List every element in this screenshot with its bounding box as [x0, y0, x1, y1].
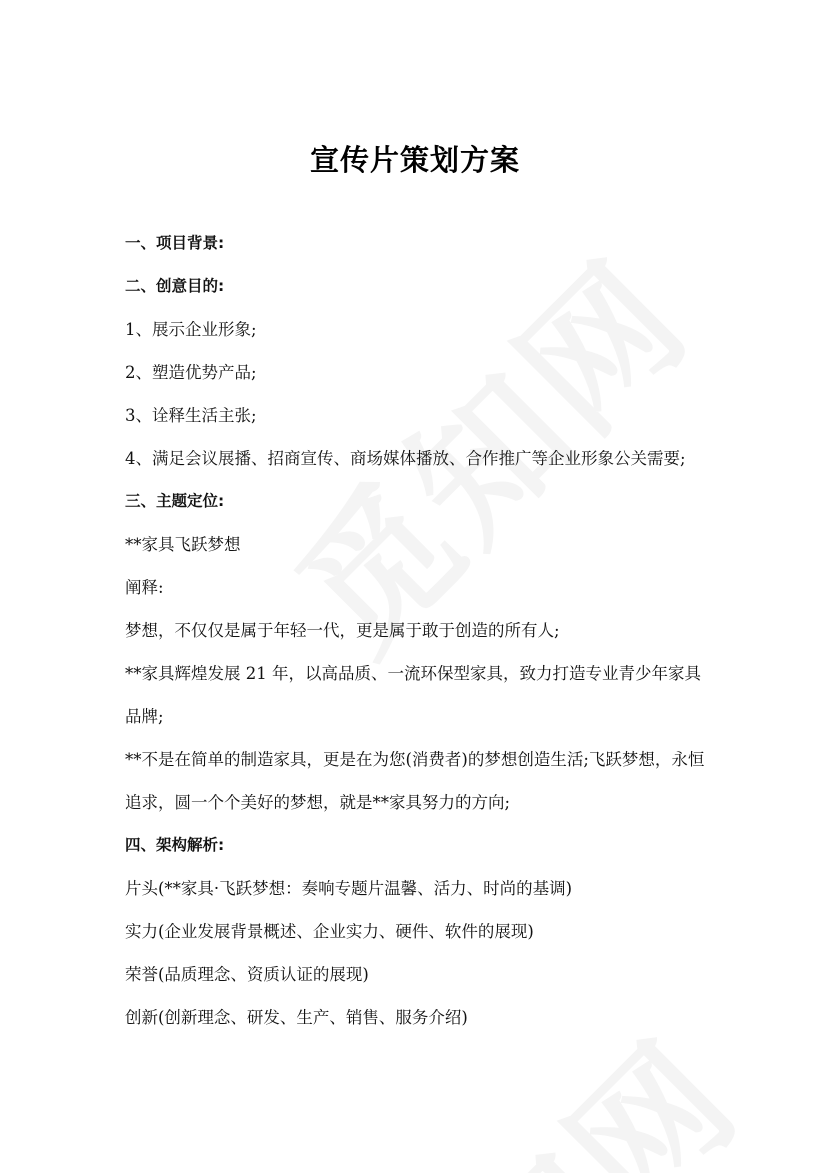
paragraph: 梦想，不仅仅是属于年轻一代，更是属于敢于创造的所有人;: [125, 621, 560, 640]
paragraph: 阐释:: [125, 578, 164, 597]
document-title: 宣传片策划方案: [309, 143, 520, 177]
paragraph: 创新(创新理念、研发、生产、销售、服务介绍): [125, 1008, 468, 1027]
paragraph: 4、满足会议展播、招商宣传、商场媒体播放、合作推广等企业形象公关需要;: [125, 449, 686, 468]
paragraph: 片头(**家具·飞跃梦想：奏响专题片温馨、活力、时尚的基调): [125, 879, 573, 898]
document-body: [125, 222, 715, 1039]
paragraph: 实力(企业发展背景概述、企业实力、硬件、软件的展现): [125, 922, 534, 941]
paragraph: 1、展示企业形象;: [125, 320, 257, 339]
section-heading: 二、创意目的:: [125, 277, 225, 295]
section-heading: 四、架构解析:: [125, 836, 225, 854]
paragraph: 2、塑造优势产品;: [125, 363, 257, 382]
paragraph: **家具辉煌发展 21 年，以高品质、一流环保型家具，致力打造专业青少年家具: [125, 664, 701, 683]
paragraph: **家具飞跃梦想: [125, 535, 241, 554]
paragraph: 3、诠释生活主张;: [125, 406, 257, 425]
section-heading: 一、项目背景:: [125, 234, 225, 252]
paragraph: **不是在简单的制造家具，更是在为您(消费者)的梦想创造生活;飞跃梦想，永恒: [125, 750, 705, 769]
paragraph: 追求，圆一个个美好的梦想，就是**家具努力的方向;: [125, 793, 511, 812]
section-heading: 三、主题定位:: [125, 492, 225, 510]
paragraph: 品牌;: [125, 707, 164, 726]
paragraph: 荣誉(品质理念、资质认证的展现): [125, 965, 369, 984]
